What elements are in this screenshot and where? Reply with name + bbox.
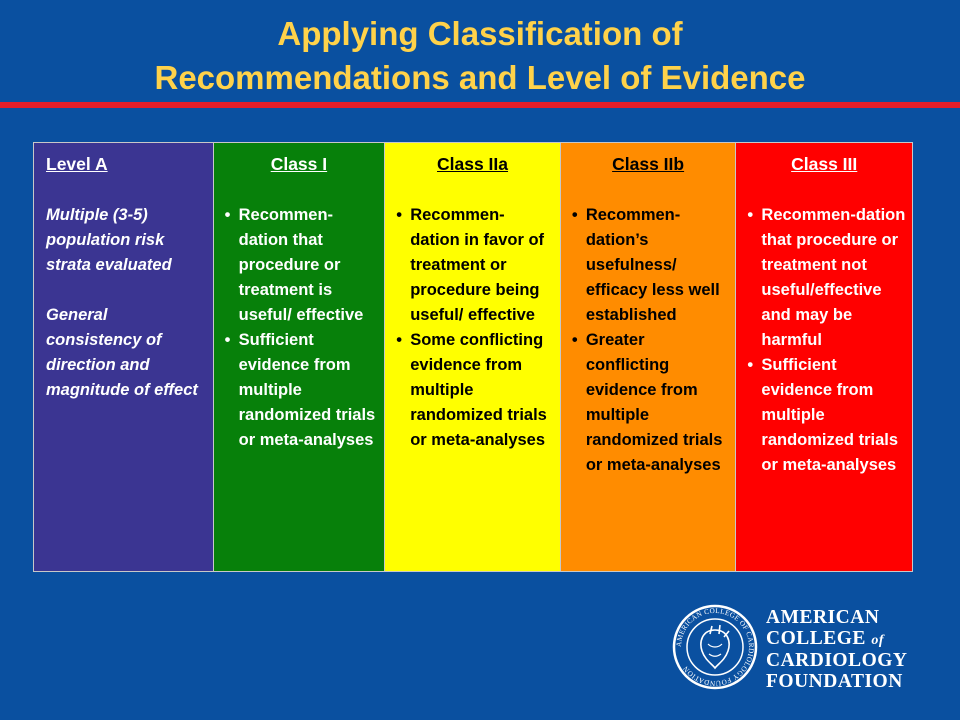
class-iii-bullet-2: • Sufficient evidence from multiple randomized trials or meta-analyses [742,353,906,478]
class-iii-bullet-1: • Recommen-dation that procedure or treatment not useful/effective and may be harmful [742,203,906,353]
class-iia-bullet-2: • Some conflicting evidence from multiple randomized trials or meta-analyses [391,328,554,453]
logo-wordmark [766,608,908,692]
level-a-description-2: General consistency of direction and magnitude of effect [46,306,198,399]
title-line-2: Recommendations and Level of Evidence [154,59,806,96]
seal-ring-text: AMERICAN COLLEGE OF CARDIOLOGY FOUNDATION [674,606,756,688]
class-iib-heading: Class IIb [612,154,685,174]
acc-foundation-logo [672,604,912,696]
logo-line-3: CARDIOLOGY [766,650,908,671]
class-iii-bullets [742,203,906,478]
slide-title [0,12,960,100]
class-iia-heading: Class IIa [437,154,509,174]
classification-table [33,142,913,572]
class-iib-bullet-2: • Greater conflicting evidence from multiple randomized trials or meta-analyses [567,328,730,478]
title-divider [0,102,960,108]
logo-of: of [871,632,884,648]
level-a-description-1: Multiple (3-5) population risk strata evaluated [46,206,172,274]
acc-seal-icon [672,604,758,690]
class-iia-bullet-1: • Recommen-dation in favor of treatment or procedure being useful/ effective [391,203,554,328]
logo-line-1: AMERICAN [766,607,880,628]
level-a-column [34,143,214,571]
class-iii-heading: Class III [791,154,858,174]
class-i-bullet-1: • Recommen-dation that procedure or treatment is useful/ effective [220,203,379,328]
class-i-bullet-2: • Sufficient evidence from multiple randomized trials or meta-analyses [220,328,379,453]
class-i-bullets [220,203,379,453]
class-iia-column [385,143,561,571]
logo-college: COLLEGE [766,627,866,649]
class-iib-bullets [567,203,730,478]
logo-line-2 [766,629,908,652]
logo-line-4: FOUNDATION [766,670,903,692]
class-i-heading: Class I [270,154,328,174]
level-a-heading: Level A [46,154,108,174]
title-line-1: Applying Classification of [277,15,683,52]
class-iib-column [561,143,737,571]
class-iib-bullet-1: • Recommen-dation’s usefulness/ efficacy less well established [567,203,730,328]
class-iii-column [736,143,912,571]
class-i-column [214,143,386,571]
class-iia-bullets [391,203,554,453]
